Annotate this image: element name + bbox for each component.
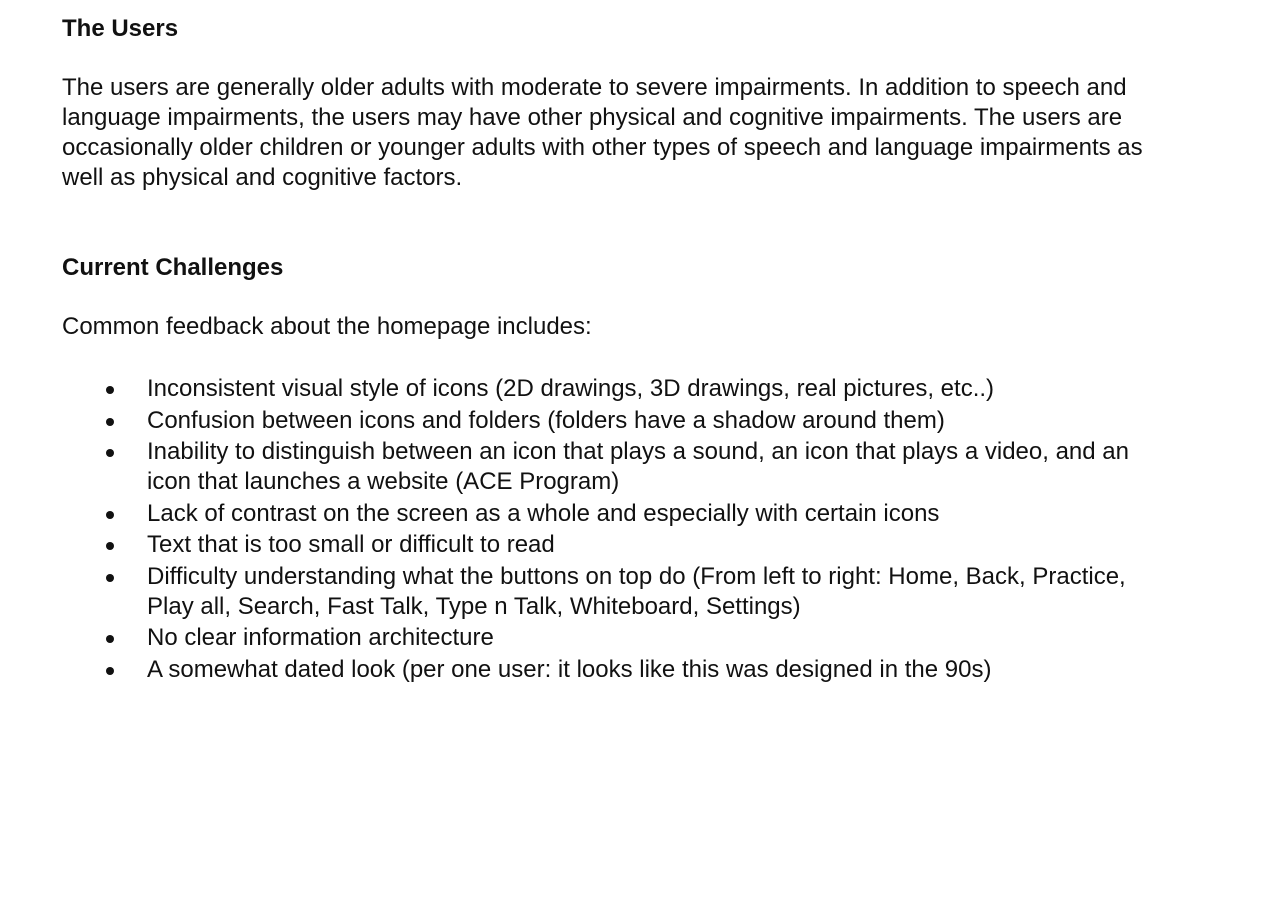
bullet-icon (106, 418, 114, 426)
list-item (62, 562, 1147, 622)
list-item-text: Difficulty understanding what the buttons on top do (From left to right: Home, Back, Practice, Play all, Search, Fast Talk, Type n Talk, Whiteboard, Settings) (147, 562, 1126, 620)
users-heading: The Users (62, 15, 179, 42)
list-item (62, 374, 1147, 404)
bullet-icon (106, 449, 114, 457)
bullet-icon (106, 386, 114, 394)
list-item-text: Lack of contrast on the screen as a whole and especially with certain icons (147, 499, 940, 527)
list-item (62, 530, 1147, 560)
list-item (62, 437, 1147, 497)
list-item-text: No clear information architecture (147, 624, 494, 651)
list-item (62, 499, 1147, 529)
bullet-icon (106, 511, 114, 519)
list-item (62, 655, 1147, 685)
list-item-text: Inability to distinguish between an icon that plays a sound, an icon that plays a video, and an icon that launches a website (ACE Program) (147, 438, 1129, 495)
list-item (62, 623, 1147, 653)
list-item-text: Confusion between icons and folders (folders have a shadow around them) (147, 406, 945, 434)
list-item-text: Inconsistent visual style of icons (2D drawings, 3D drawings, real pictures, etc..) (147, 375, 995, 402)
list-item-text: Text that is too small or difficult to read (147, 531, 555, 558)
feedback-list (62, 374, 1242, 686)
challenges-heading: Current Challenges (62, 254, 284, 281)
list-item-text: A somewhat dated look (per one user: it looks like this was designed in the 90s) (147, 655, 992, 683)
bullet-icon (106, 635, 114, 643)
list-item (62, 406, 1147, 436)
bullet-icon (106, 667, 114, 675)
challenges-intro: Common feedback about the homepage includes: (62, 313, 592, 340)
bullet-icon (106, 574, 114, 582)
bullet-icon (106, 542, 114, 550)
users-paragraph: The users are generally older adults with moderate to severe impairments. In addition to speech and language impairments, the users may have other physical and cognitive impairments. The users are occasionally older children or younger adults with other types of speech and language impairments as well as physical and cognitive factors. (62, 74, 1143, 191)
